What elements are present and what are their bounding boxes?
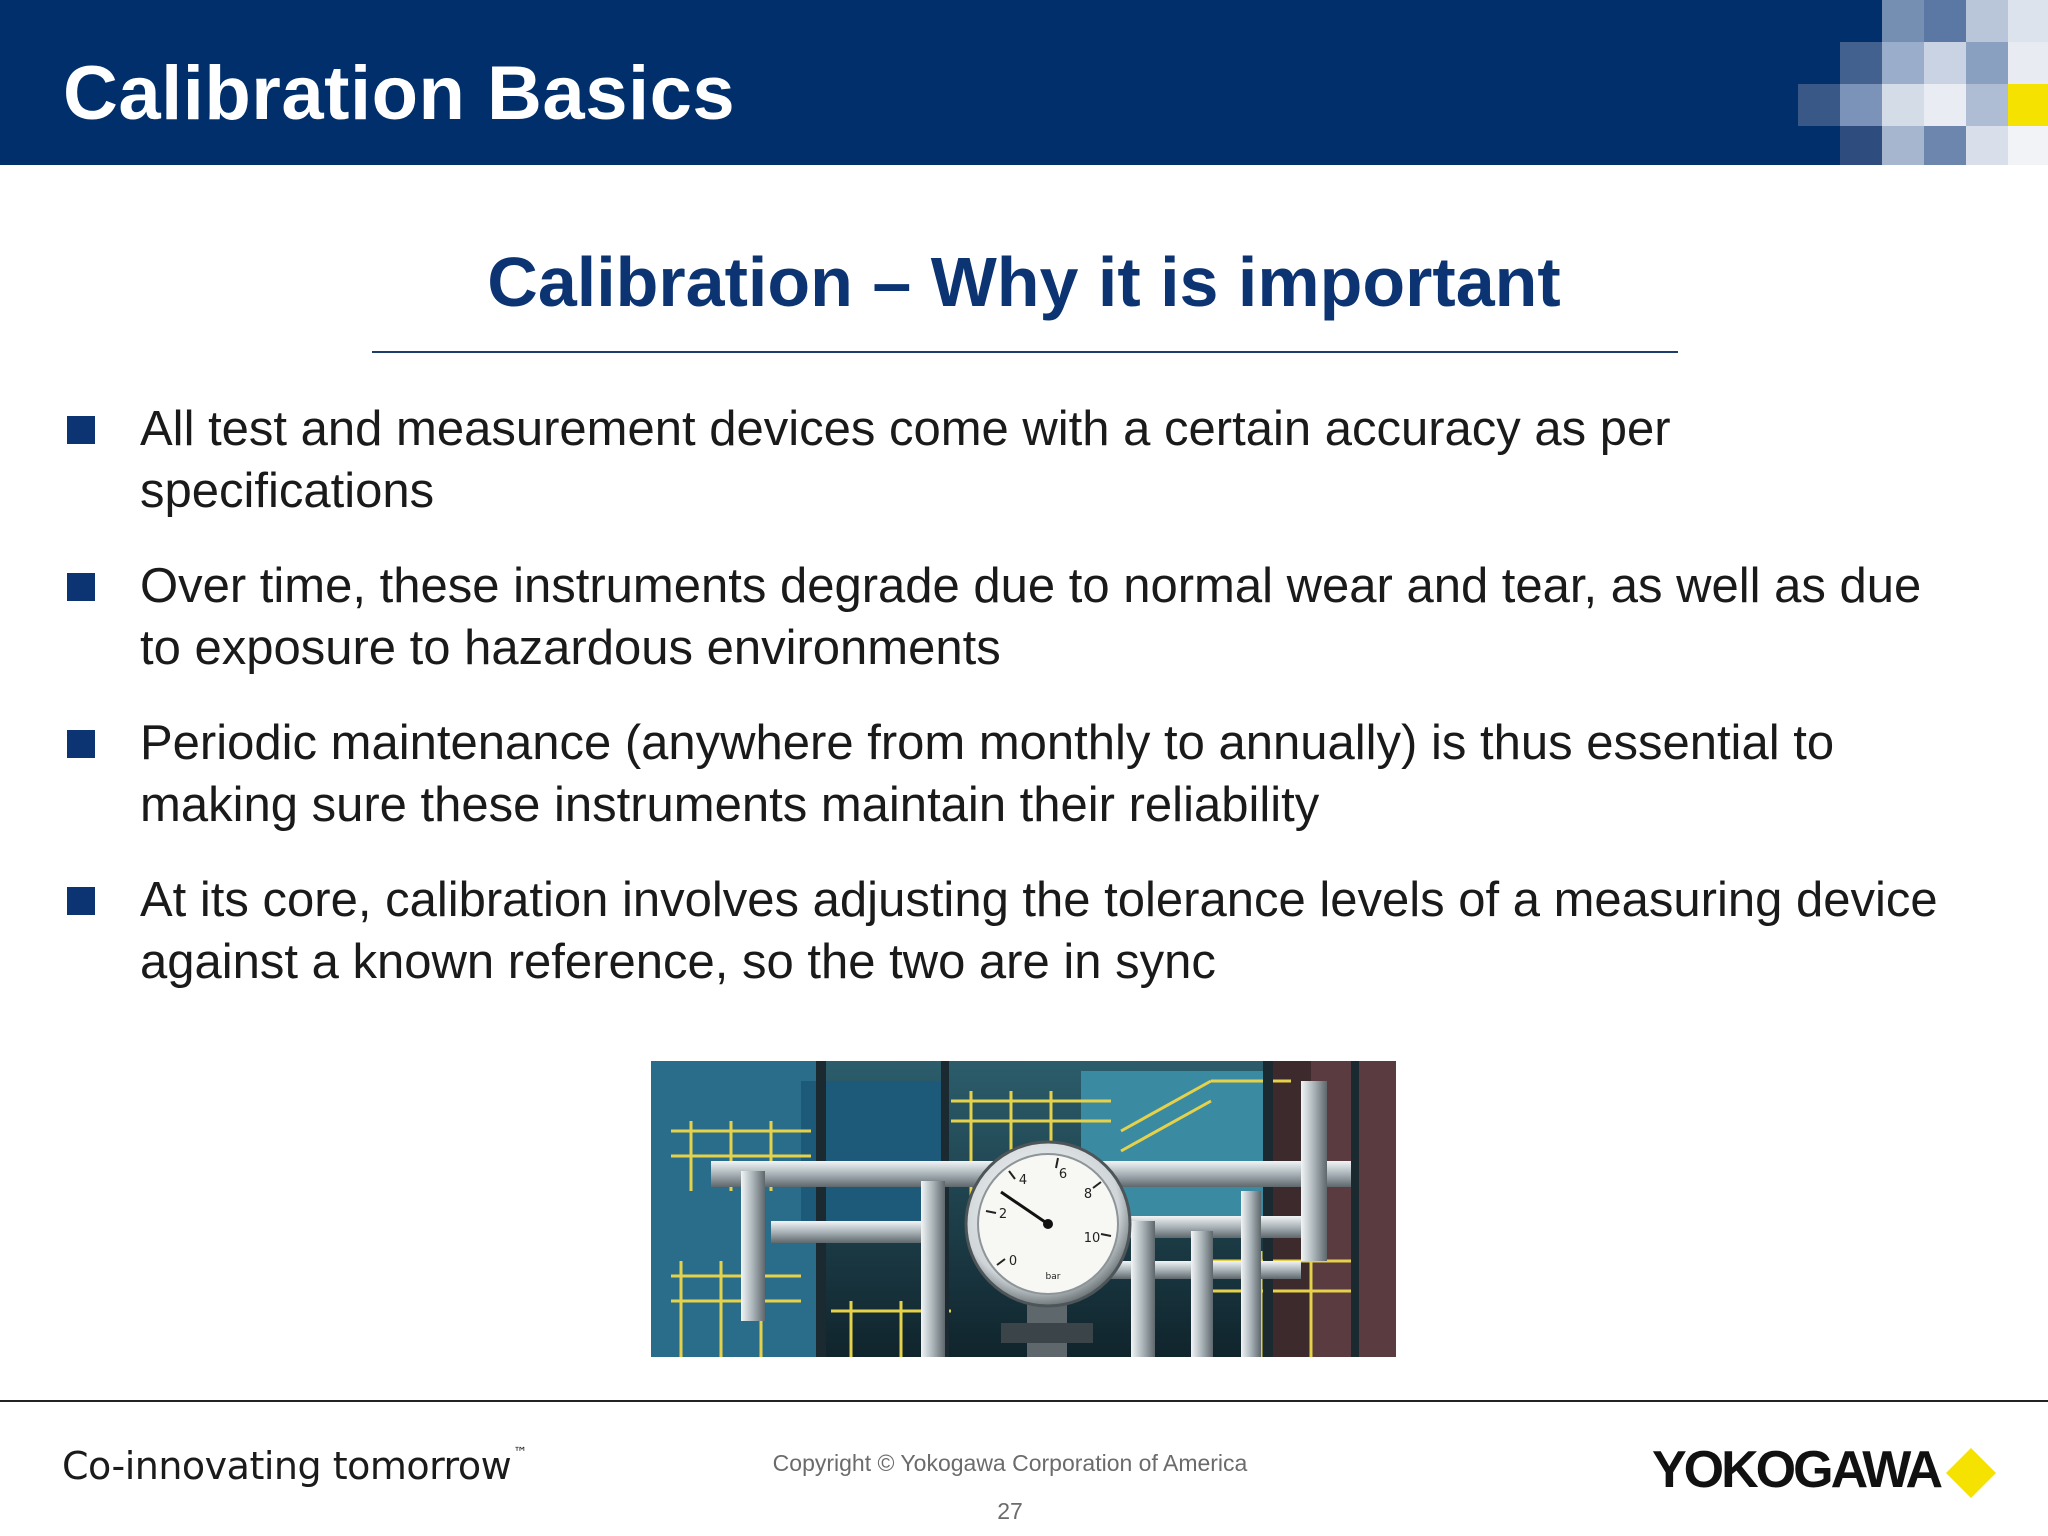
copyright-notice: Copyright © Yokogawa Corporation of America [772, 1450, 1248, 1476]
industrial-plant-pressure-gauge-image [651, 1061, 1396, 1357]
bullet-text: All test and measurement devices come with a certain accuracy as per specifications [140, 402, 1671, 518]
gauge-label-8: 8 [1083, 1187, 1093, 1202]
gauge-label-10: 10 [1083, 1231, 1101, 1246]
bullet-text: Periodic maintenance (anywhere from monthly to annually) is thus essential to making sure these instruments maintain their reliability [140, 716, 1835, 832]
bullet-text: At its core, calibration involves adjusting the tolerance levels of a measuring device against a known reference, so the two are in sync [140, 873, 1938, 989]
bullet-item [64, 555, 1964, 679]
slide-title: Calibration Basics [63, 51, 736, 136]
gauge-label-4: 4 [1018, 1173, 1028, 1188]
trademark-mark: ™ [513, 1445, 527, 1461]
bullet-item [64, 712, 1964, 836]
heading-underline [372, 351, 1678, 353]
section-heading: Calibration – Why it is important [487, 243, 1561, 321]
square-bullet-icon [67, 416, 95, 444]
page-number: 27 [997, 1498, 1023, 1524]
gauge-unit-label: bar [1045, 1272, 1061, 1282]
gauge-label-2: 2 [998, 1207, 1008, 1222]
bullet-item [64, 869, 1964, 993]
logo-wordmark: YOKOGAWA [1652, 1441, 1941, 1499]
square-bullet-icon [67, 730, 95, 758]
footer-divider [0, 1400, 2048, 1402]
tagline-text: Co-innovating tomorrow [62, 1444, 512, 1488]
square-bullet-icon [67, 573, 95, 601]
tagline [62, 1444, 527, 1488]
bullet-item [64, 398, 1964, 522]
gauge-label-0: 0 [1008, 1254, 1018, 1269]
yellow-diamond-logo-icon [1945, 1447, 1997, 1499]
square-bullet-icon [67, 887, 95, 915]
bullet-text: Over time, these instruments degrade due to normal wear and tear, as well as due to exposure to hazardous environments [140, 559, 1922, 675]
slide-header [0, 0, 2048, 165]
gauge-label-6: 6 [1058, 1167, 1068, 1182]
bullet-list [64, 398, 1964, 1026]
